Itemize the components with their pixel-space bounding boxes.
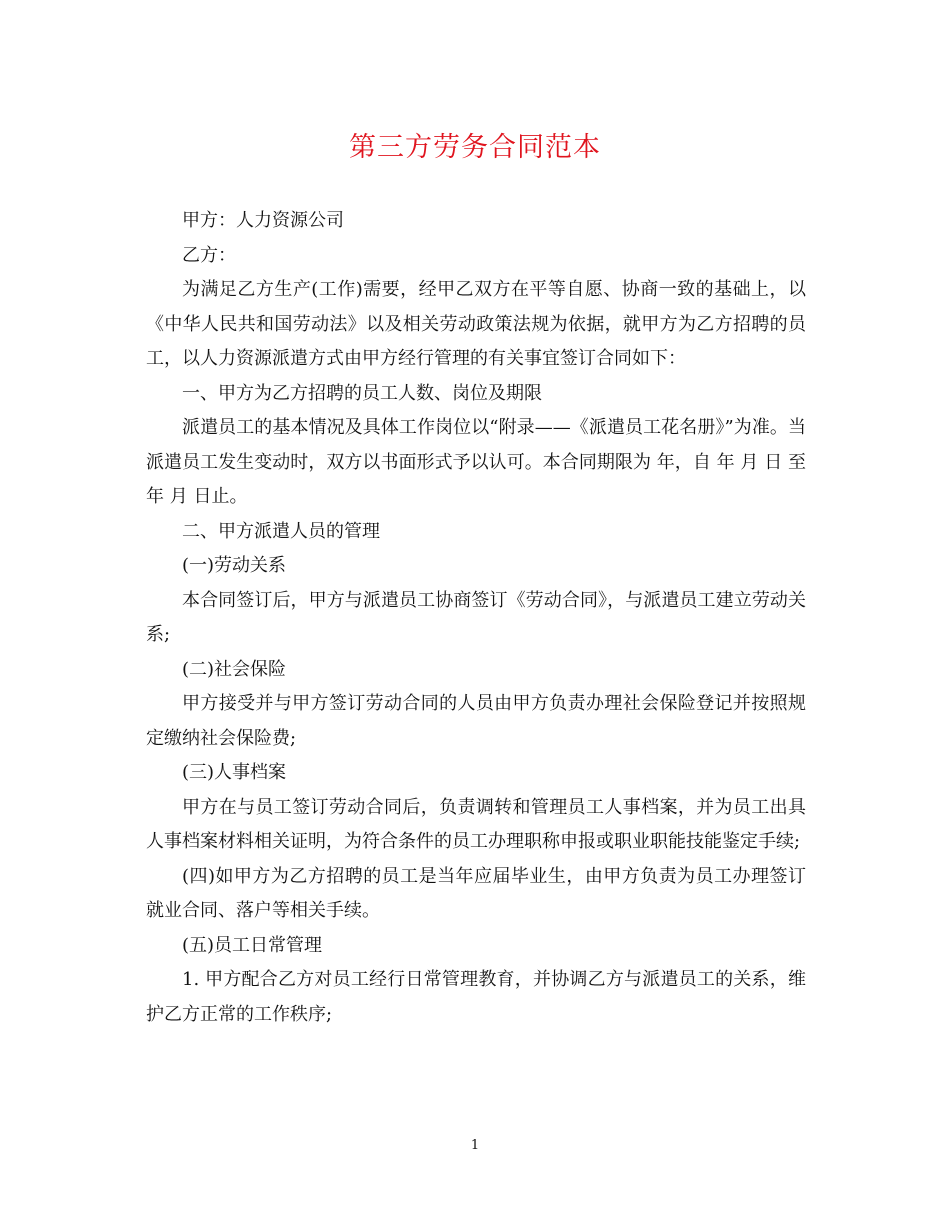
employee-term-paragraph: 派遣员工的基本情况及具体工作岗位以“附录——《派遣员工花名册》”为准。当派遣员工发生变动时，双方以书面形式予以认可。本合同期限为 年，自 年 月 日 至 年 月 日止。 bbox=[146, 417, 806, 507]
document-title: 第三方劳务合同范本 bbox=[349, 132, 601, 163]
party-b-line: 乙方： bbox=[182, 244, 236, 266]
social-insurance-paragraph: 甲方接受并与甲方签订劳动合同的人员由甲方负责办理社会保险登记并按照规定缴纳社会保险费; bbox=[146, 693, 806, 749]
subsection-heading-labor-relations: (一)劳动关系 bbox=[182, 555, 287, 576]
page-number: 1 bbox=[470, 1138, 480, 1153]
subsection-heading-daily-management: (五)员工日常管理 bbox=[182, 934, 323, 956]
document-body bbox=[146, 204, 806, 1032]
labor-relations-paragraph: 本合同签订后，甲方与派遣员工协商签订《劳动合同》，与派遣员工建立劳动关系; bbox=[146, 589, 806, 645]
subsection-heading-social-insurance: (二)社会保险 bbox=[182, 658, 287, 680]
section-heading-2: 二、甲方派遣人员的管理 bbox=[182, 520, 380, 542]
personnel-files-paragraph: 甲方在与员工签订劳动合同后，负责调转和管理员工人事档案，并为员工出具人事档案材料相关证明，为符合条件的员工办理职称申报或职业职能技能鉴定手续; bbox=[146, 796, 806, 852]
party-a-line: 甲方：人力资源公司 bbox=[182, 210, 344, 231]
preamble-paragraph: 为满足乙方生产(工作)需要，经甲乙双方在平等自愿、协商一致的基础上，以《中华人民共和国劳动法》以及相关劳动政策法规为依据，就甲方为乙方招聘的员工，以人力资源派遣方式由甲方经行管理的有关事宜签订合同如下： bbox=[146, 279, 806, 369]
graduate-procedures-paragraph: (四)如甲方为乙方招聘的员工是当年应届毕业生，由甲方负责为员工办理签订就业合同、落户等相关手续。 bbox=[146, 865, 806, 921]
daily-management-item-1: 1. 甲方配合乙方对员工经行日常管理教育，并协调乙方与派遣员工的关系，维护乙方正常的工作秩序; bbox=[146, 969, 806, 1025]
section-heading-1: 一、甲方为乙方招聘的员工人数、岗位及期限 bbox=[182, 382, 542, 404]
subsection-heading-personnel-files: (三)人事档案 bbox=[182, 762, 287, 783]
